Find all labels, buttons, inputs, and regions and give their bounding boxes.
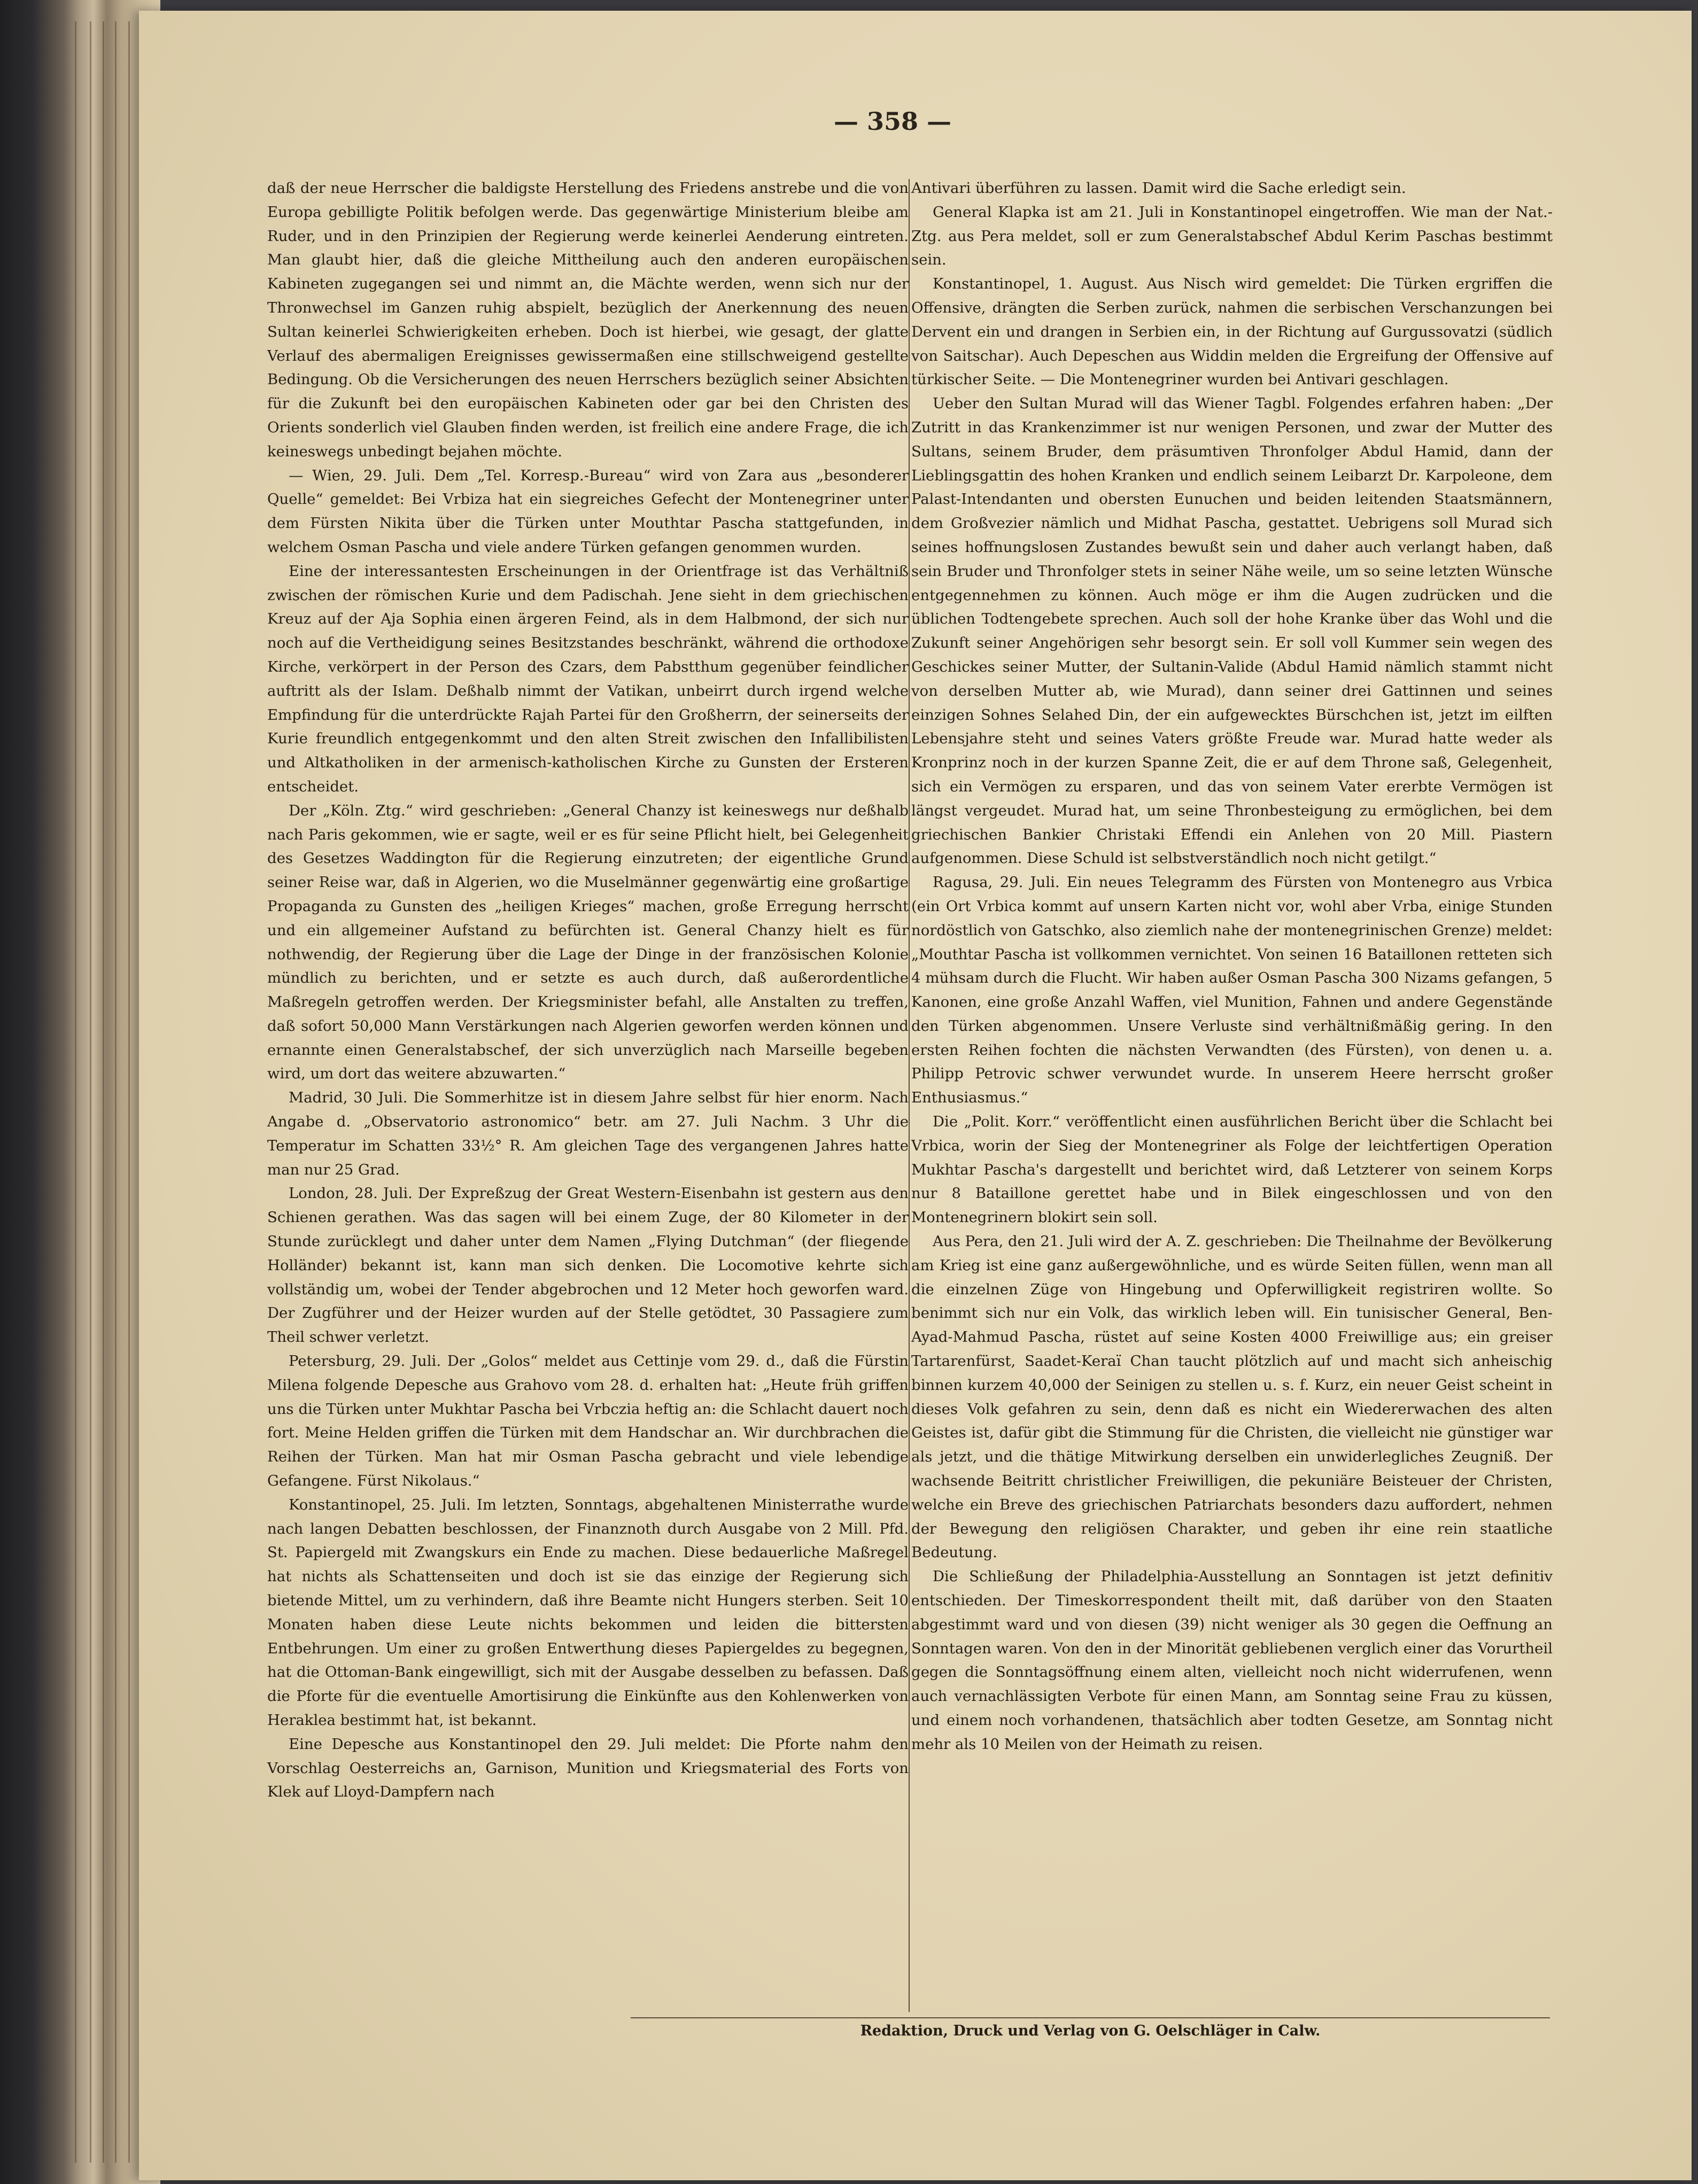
left-column-paragraph: — Wien, 29. Juli. Dem „Tel. Korresp.-Bureau“ wird von Zara aus „besonderer Quelle“ gemeldet: Bei Vrbiza hat ein siegreiches Gefecht der Montenegriner unter dem Fürsten Nikita über die Türken unter Mouthtar Pascha stattgefunden, in welchem Osman Pascha und viele andere Türken gefangen genommen wurden.: [267, 467, 909, 556]
right-column-paragraph: General Klapka ist am 21. Juli in Konstantinopel eingetroffen. Wie man der Nat.-Ztg. aus Pera meldet, soll er zum Generalstabschef Abdul Kerim Paschas bestimmt sein.: [911, 203, 1553, 269]
left-column: [267, 176, 909, 1804]
left-column-paragraph: Eine der interessantesten Erscheinungen in der Orientfrage ist das Verhältniß zwischen der römischen Kurie und dem Padischah. Jene sieht in dem griechischen Kreuz auf der Aja Sophia einen ärgeren Feind, als in dem Halbmond, der sich nur noch auf die Vertheidigung seines Besitzstandes beschränkt, während die orthodoxe Kirche, verkörpert in der Person des Czars, dem Pabstthum gegenüber feindlicher auftritt als der Islam. Deßhalb nimmt der Vatikan, unbeirrt durch irgend welche Empfindung für die unterdrückte Rajah Partei für den Großherrn, der seinerseits der Kurie freundlich entgegenkommt und den alten Streit zwischen den Infallibilisten und Altkatholiken in der armenisch-katholischen Kirche zu Gunsten der Ersteren entscheidet.: [267, 562, 909, 795]
page-number: — 358 —: [833, 107, 952, 136]
imprint: Redaktion, Druck und Verlag von G. Oelschläger in Calw.: [860, 2023, 1321, 2039]
left-column-paragraph: daß der neue Herrscher die baldigste Herstellung des Friedens anstrebe und die von Europa gebilligte Politik befolgen werde. Das gegenwärtige Ministerium bleibe am Ruder, und in den Prinzipien der Regierung werde keinerlei Aenderung eintreten. Man glaubt hier, daß die gleiche Mittheilung auch den anderen europäischen Kabineten zugegangen sei und nimmt an, die Mächte werden, wenn sich nur der Thronwechsel im Ganzen ruhig abspielt, bezüglich der Anerkennung des neuen Sultan keinerlei Schwierigkeiten erheben. Doch ist hierbei, wie gesagt, der glatte Verlauf des abermaligen Ereignisses gewissermaßen eine stillschweigend gestellte Bedingung. Ob die Versicherungen des neuen Herrschers bezüglich seiner Absichten für die Zukunft bei den europäischen Kabineten oder gar bei den Christen des Orients sonderlich viel Glauben finden werden, ist freilich eine andere Frage, die ich keineswegs unbedingt bejahen möchte.: [267, 180, 909, 460]
left-column-paragraph: London, 28. Juli. Der Expreßzug der Great Western-Eisenbahn ist gestern aus den Schienen gerathen. Was das sagen will bei einem Zuge, der 80 Kilometer in der Stunde zurücklegt und daher unter dem Namen „Flying Dutchman“ (der fliegende Holländer) bekannt ist, kann man sich denken. Die Locomotive kehrte sich vollständig um, wobei der Tender abgebrochen und 12 Meter hoch geworfen ward. Der Zugführer und der Heizer wurden auf der Stelle getödtet, 30 Passagiere zum Theil schwer verletzt.: [267, 1185, 909, 1346]
right-column-paragraph: Die Schließung der Philadelphia-Ausstellung an Sonntagen ist jetzt definitiv entschieden. Der Timeskorrespondent theilt mit, daß darüber von den Staaten abgestimmt ward und von diesen (39) nicht weniger als 30 gegen die Oeffnung an Sonntagen waren. Von den in der Minorität gebliebenen verglich einer das Vorurtheil gegen die Sonntagsöffnung einem alten, vielleicht noch nicht widerrufenen, wenn auch vernachlässigten Verbote für einen Mann, am Sonntag seine Frau zu küssen, und einem noch vorhandenen, thatsächlich aber todten Gesetze, am Sonntag nicht mehr als 10 Meilen von der Heimath zu reisen.: [911, 1568, 1553, 1753]
left-column-paragraph: Konstantinopel, 25. Juli. Im letzten, Sonntags, abgehaltenen Ministerrathe wurde nach langen Debatten beschlossen, der Finanznoth durch Ausgabe von 2 Mill. Pfd. St. Papiergeld mit Zwangskurs ein Ende zu machen. Diese bedauerliche Maßregel hat nichts als Schattenseiten und doch ist sie das einzige der Regierung sich bietende Mittel, um zu verhindern, daß ihre Beamte nicht Hungers sterben. Seit 10 Monaten haben diese Leute nichts bekommen und leiden die bittersten Entbehrungen. Um einer zu großen Entwerthung dieses Papiergeldes zu begegnen, hat die Ottoman-Bank eingewilligt, sich mit der Ausgabe desselben zu befassen. Daß die Pforte für die eventuelle Amortisirung die Einkünfte aus den Kohlenwerken von Heraklea bestimmt hat, ist bekannt.: [267, 1496, 909, 1729]
right-column-paragraph: Antivari überführen zu lassen. Damit wird die Sache erledigt sein.: [911, 180, 1406, 197]
column-divider: [909, 179, 910, 2012]
left-column-paragraph: Der „Köln. Ztg.“ wird geschrieben: „General Chanzy ist keineswegs nur deßhalb nach Paris gekommen, wie er sagte, weil er es für seine Pflicht hielt, bei Gelegenheit des Gesetzes Waddington für die Regierung einzutreten; der eigentliche Grund seiner Reise war, daß in Algerien, wo die Muselmänner gegenwärtig eine großartige Propaganda zu Gunsten des „heiligen Krieges“ machen, große Erregung herrscht und ein allgemeiner Aufstand zu befürchten ist. General Chanzy hielt es für nothwendig, der Regierung über die Lage der Dinge in der französischen Kolonie mündlich zu berichten, und er setzte es auch durch, daß außerordentliche Maßregeln getroffen werden. Der Kriegsminister befahl, alle Anstalten zu treffen, daß sofort 50,000 Mann Verstärkungen nach Algerien geworfen werden können und ernannte einen Generalstabschef, der sich unverzüglich nach Marseille begeben wird, um dort das weitere abzuwarten.“: [267, 802, 909, 1083]
imprint-rule: [631, 2017, 1550, 2018]
left-column-paragraph: Petersburg, 29. Juli. Der „Golos“ meldet aus Cettinje vom 29. d., daß die Fürstin Milena folgende Depesche aus Grahovo vom 28. d. erhalten hat: „Heute früh griffen uns die Türken unter Mukhtar Pascha bei Vrbczia heftig an: die Schlacht dauert noch fort. Meine Helden griffen die Türken mit dem Handschar an. Wir durchbrachen die Reihen der Türken. Man hat mir Osman Pascha gebracht und viele lebendige Gefangene. Fürst Nikolaus.“: [267, 1353, 909, 1490]
right-column-paragraph: Konstantinopel, 1. August. Aus Nisch wird gemeldet: Die Türken ergriffen die Offensive, drängten die Serben zurück, nahmen die serbischen Verschanzungen bei Dervent ein und drangen in Serbien ein, in der Richtung auf Gurgussovatzi (südlich von Saitschar). Auch Depeschen aus Widdin melden die Ergreifung der Offensive auf türkischer Seite. — Die Montenegriner wurden bei Antivari geschlagen.: [911, 275, 1553, 388]
right-column-paragraph: Ueber den Sultan Murad will das Wiener Tagbl. Folgendes erfahren haben: „Der Zutritt in das Krankenzimmer ist nur wenigen Personen, und zwar der Mutter des Sultans, seinem Bruder, dem präsumtiven Thronfolger Abdul Hamid, dann der Lieblingsgattin des hohen Kranken und endlich seinem Leibarzt Dr. Karpoleone, dem Palast-Intendanten und obersten Eunuchen und beiden leitenden Staatsmännern, dem Großvezier nämlich und Midhat Pascha, gestattet. Uebrigens soll Murad sich seines hoffnungslosen Zustandes bewußt sein und daher auch verlangt haben, daß sein Bruder und Thronfolger stets in seiner Nähe weile, um so seine letzten Wünsche entgegennehmen zu können. Auch möge er ihm die Augen zudrücken und die üblichen Todtengebete sprechen. Auch soll der hohe Kranke über das Wohl und die Zukunft seiner Angehörigen sehr besorgt sein. Er soll voll Kummer sein wegen des Geschickes seiner Mutter, der Sultanin-Valide (Abdul Hamid nämlich stammt nicht von derselben Mutter ab, wie Murad), dann seiner drei Gattinnen und seines einzigen Sohnes Selahed Din, der ein aufgewecktes Bürschchen ist, jetzt im eilften Lebensjahre steht und seines Vaters größte Freude war. Murad hatte weder als Kronprinz noch in der kurzen Spanne Zeit, die er auf dem Throne saß, Gelegenheit, sich ein Vermögen zu ersparen, und das von seinem Vater ererbte Vermögen ist längst vergeudet. Murad hat, um seine Thronbesteigung zu ermöglichen, bei dem griechischen Bankier Christaki Effendi ein Anlehen von 20 Mill. Piastern aufgenommen. Diese Schuld ist selbstverständlich noch nicht getilgt.“: [911, 395, 1553, 867]
book-edge: [0, 0, 160, 2184]
right-column-paragraph: Aus Pera, den 21. Juli wird der A. Z. geschrieben: Die Theilnahme der Bevölkerung am Krieg ist eine ganz außergewöhnliche, und es würde Seiten füllen, wenn man all die einzelnen Züge von Hingebung und Opferwilligkeit registriren wollte. So benimmt sich nur ein Volk, das wirklich leben will. Ein tunisischer General, Ben-Ayad-Mahmud Pascha, rüstet auf seine Kosten 4000 Freiwillige aus; ein greiser Tartarenfürst, Saadet-Keraï Chan taucht plötzlich auf und macht sich anheischig binnen kurzem 40,000 der Seinigen zu stellen u. s. f. Kurz, ein neuer Geist scheint in dieses Volk gefahren zu sein, denn daß es nicht ein Wiedererwachen des alten Geistes ist, dafür gibt die Stimmung für die Christen, die vielleicht nie günstiger war als jetzt, und die thätige Mitwirkung derselben ein unwiderlegliches Zeugniß. Der wachsende Beitritt christlicher Freiwilligen, die pekuniäre Beisteuer der Christen, welche ein Breve des griechischen Patriarchats besonders dazu auffordert, nehmen der Bewegung den religiösen Charakter, und geben ihr eine rein staatliche Bedeutung.: [911, 1233, 1553, 1561]
right-column: [911, 176, 1553, 1756]
right-column-paragraph: Die „Polit. Korr.“ veröffentlicht einen ausführlichen Bericht über die Schlacht bei Vrbica, worin der Sieg der Montenegriner als Folge der leichtfertigen Operation Mukhtar Pascha's dargestellt und berichtet wird, daß Letzterer von seinem Korps nur 8 Bataillone gerettet habe und in Bilek eingeschlossen und von den Montenegrinern blokirt sein soll.: [911, 1113, 1553, 1226]
right-column-paragraph: Ragusa, 29. Juli. Ein neues Telegramm des Fürsten von Montenegro aus Vrbica (ein Ort Vrbica kommt auf unsern Karten nicht vor, wohl aber Vrba, einige Stunden nordöstlich von Gatschko, also ziemlich nahe der montenegrinischen Grenze) meldet: „Mouthtar Pascha ist vollkommen vernichtet. Von seinen 16 Bataillonen retteten sich 4 mühsam durch die Flucht. Wir haben außer Osman Pascha 300 Nizams gefangen, 5 Kanonen, eine große Anzahl Waffen, viel Munition, Fahnen und andere Gegenstände den Türken abgenommen. Unsere Verluste sind verhältnißmäßig gering. In den ersten Reihen fochten die nächsten Verwandten (des Fürsten), von denen u. a. Philipp Petrovic schwer verwundet wurde. In unserem Heere herrscht großer Enthusiasmus.“: [911, 874, 1553, 1107]
left-column-paragraph: Eine Depesche aus Konstantinopel den 29. Juli meldet: Die Pforte nahm den Vorschlag Oesterreichs an, Garnison, Munition und Kriegsmaterial des Forts von Klek auf Lloyd-Dampfern nach: [267, 1735, 909, 1801]
left-column-paragraph: Madrid, 30 Juli. Die Sommerhitze ist in diesem Jahre selbst für hier enorm. Nach Angabe d. „Observatorio astronomico“ betr. am 27. Juli Nachm. 3 Uhr die Temperatur im Schatten 33½° R. Am gleichen Tage des vergangenen Jahres hatte man nur 25 Grad.: [267, 1089, 909, 1178]
